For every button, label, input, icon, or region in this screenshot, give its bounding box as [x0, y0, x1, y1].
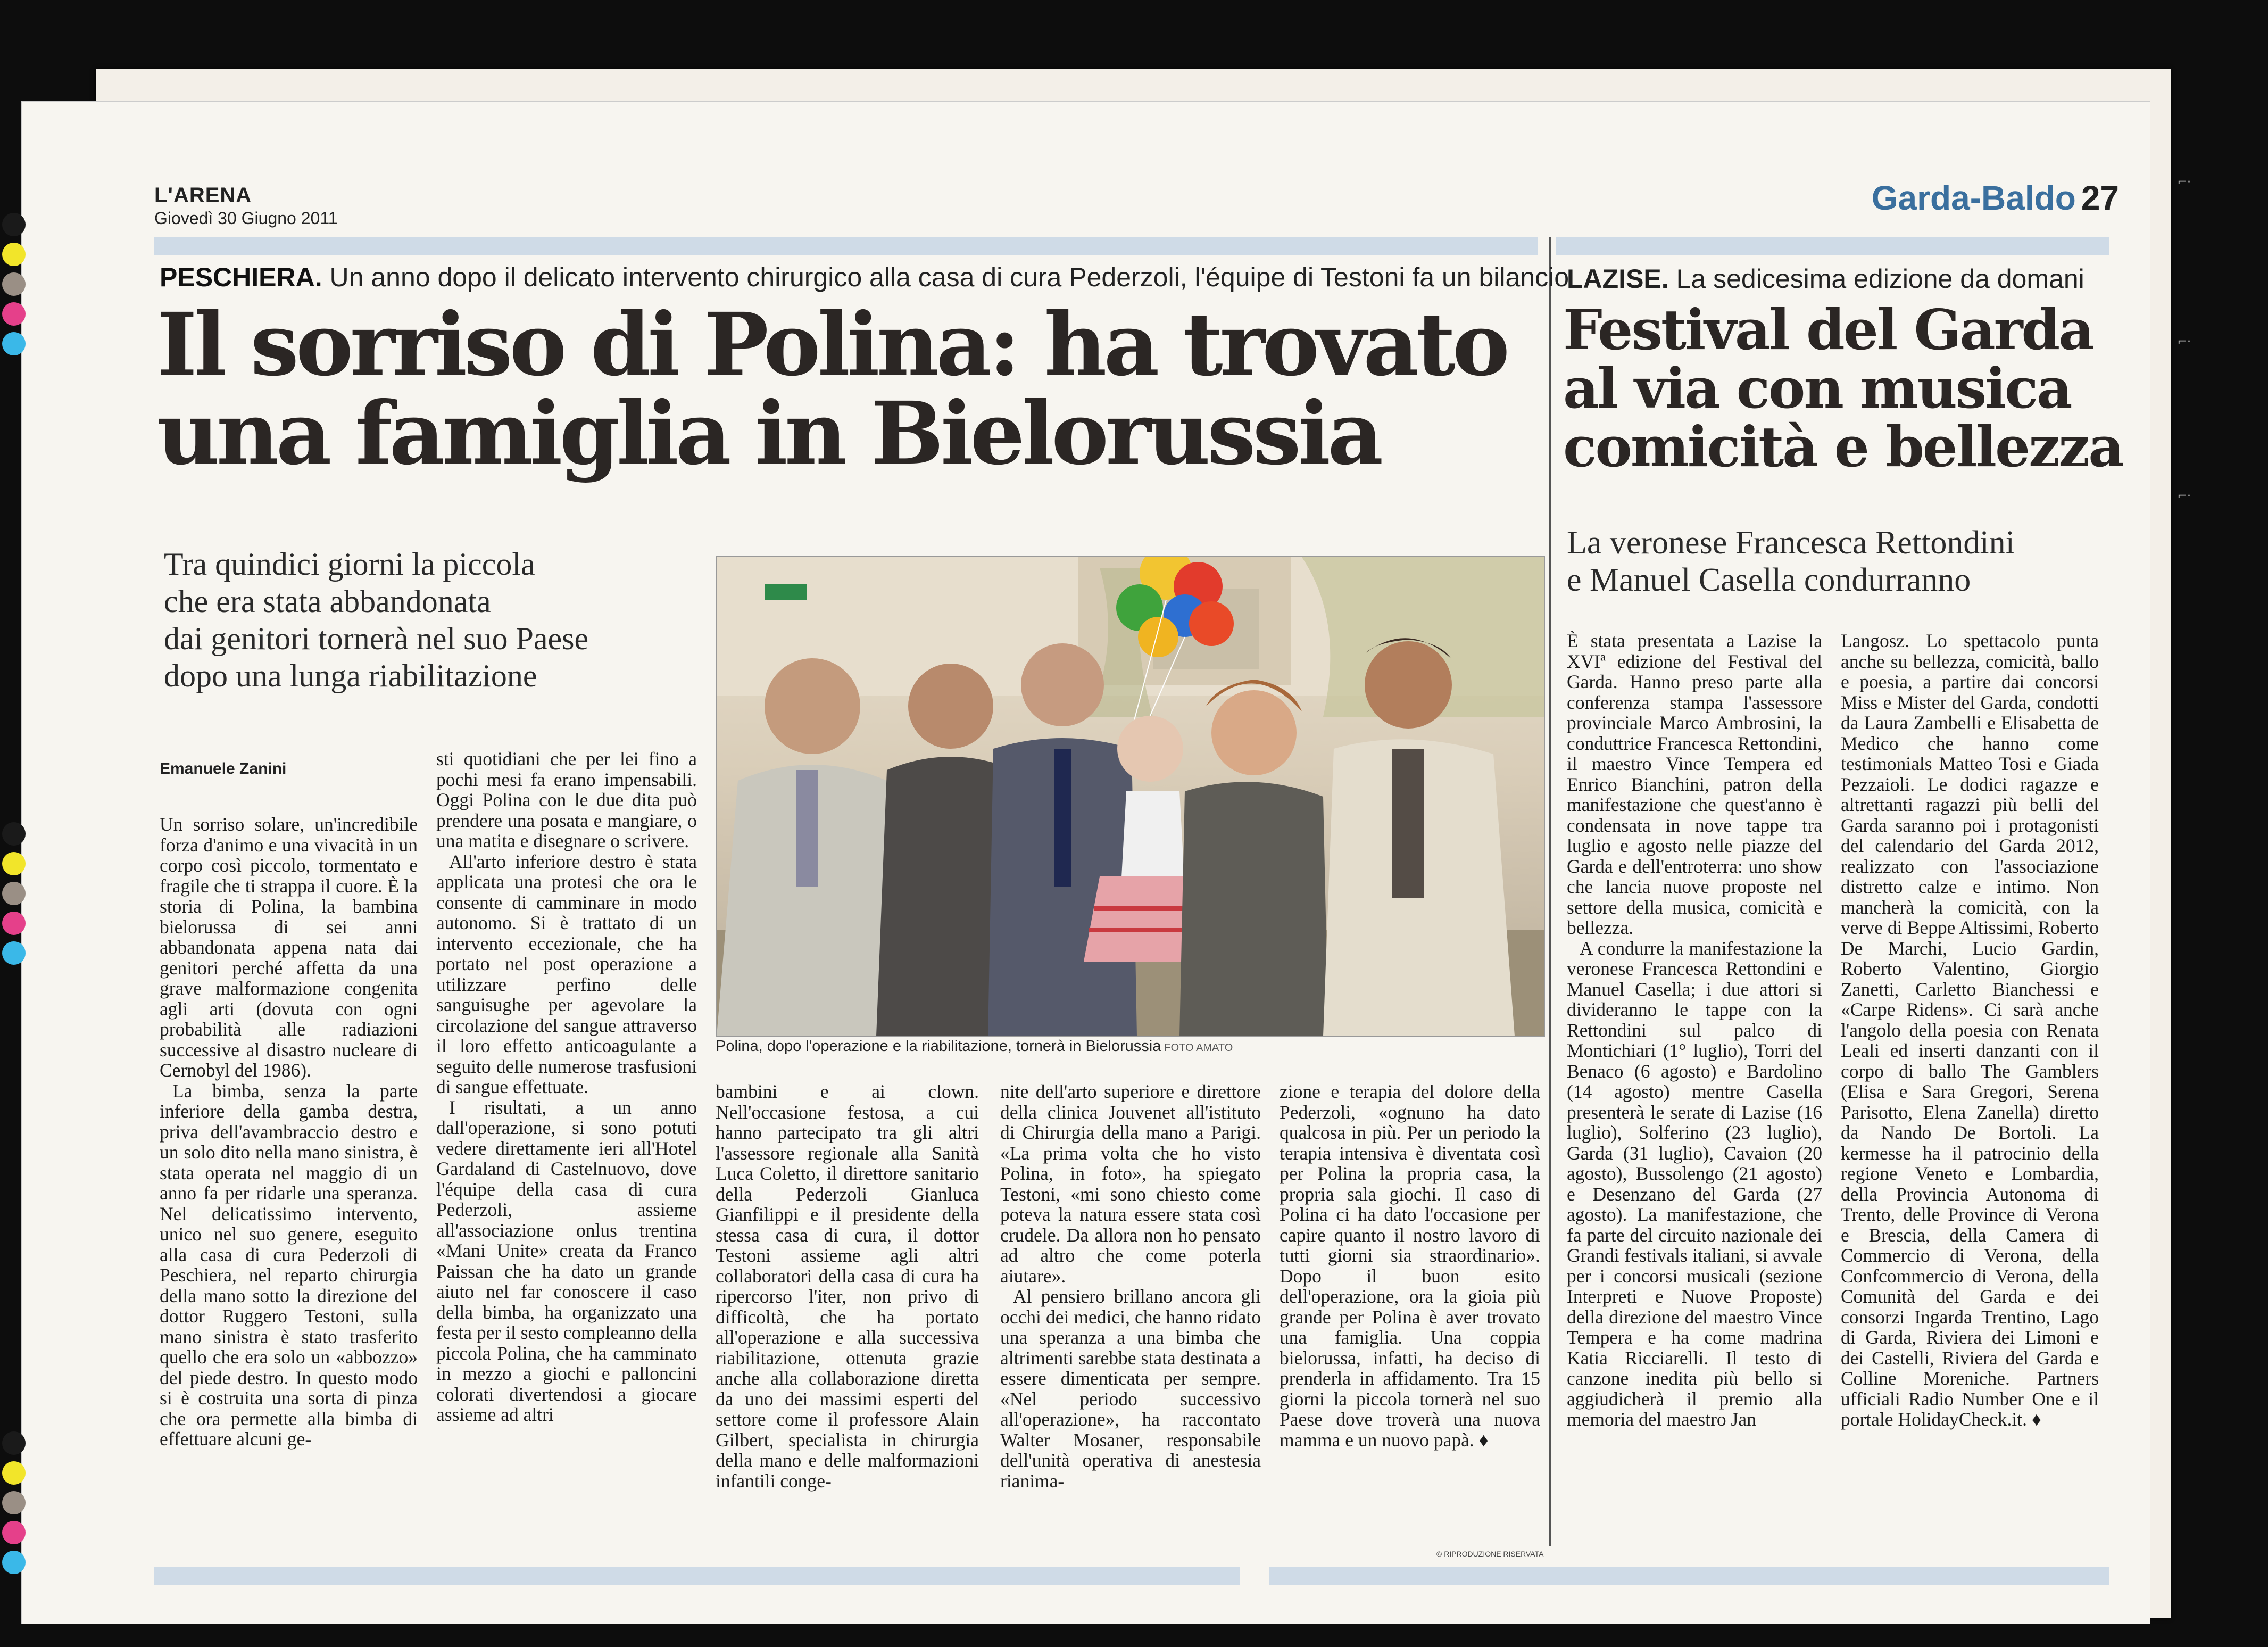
headline-line: una famiglia in Bielorussia — [157, 383, 1381, 484]
section-name: Garda-Baldo — [1871, 179, 2076, 217]
newspaper-name: L'ARENA — [154, 184, 252, 207]
paragraph: All'arto inferiore destro è stata applicata una protesi che ora le consente di camminare in modo autonomo. Si è trattato di un intervento eccezionale, che ha portato nel post operazione a utilizzare perfino delle sanguisughe per agevolare la circolazione del sangue attraverso il loro effetto anticoagulante a seguito delle numerose trasfusioni di sangue effettuate. — [436, 850, 697, 1097]
paragraph: zione e terapia del dolore della Pederzoli, «ognuno ha dato qualcosa in più. Per un periodo la terapia intensiva è diventata così per Polina la propria casa, la propria sala giochi. Il caso di Polina ci ha dato l'occasione per capire quanto il nostro lavoro di tutti giorni sia straordinario». Dopo il buon esito dell'operazione, ora la gioia più grande per Polina è aver trovato una famiglia. Una coppia bielorussa, infatti, ha deciso di prenderla in affidamento. Tra 15 giorni la piccola tornerà nel suo Paese dove troverà una nuova mamma e un nuovo papà. ♦ — [1280, 1081, 1540, 1451]
registration-dots-middle — [2, 822, 28, 971]
subhead-line: che era stata abbandonata — [164, 584, 491, 619]
main-kicker — [160, 262, 1569, 293]
subhead-line: La veronese Francesca Rettondini — [1567, 525, 2015, 561]
margin-mark: ⌐· — [2177, 335, 2191, 349]
paragraph: Un sorriso solare, un'incredibile forza d'animo e una vivacità in un corpo così piccolo, tormentato e fragile che ti strappa il cuore. È la storia di Polina, la bambina bielorussa di sei anni abbandonata appena nata dai genitori perché affetta da una grave malformazione congenita agli arti (dovuta con ogni probabilità alle radiazioni successive al disastro nucleare di Cernobyl del 1986). — [160, 814, 418, 1081]
page-number: 27 — [2081, 179, 2119, 217]
paragraph: La bimba, senza la parte inferiore della gamba destra, priva dell'avambraccio destro e un solo dito nella mano sinistra, è stata operata nel maggio di un anno fa per ridarle una speranza. Nel delicatissimo intervento, unico nel suo genere, eseguito alla casa di cura Pederzoli di Peschiera, nel reparto chirurgia della mano sotto la direzione del dottor Ruggero Testoni, sulla mano sinistra è stato trasferito quello che era solo un «abbozzo» del piede destro. In questo modo si è costruita una sorta di pinza che ora permette alla bimba di effettuare alcuni ge- — [160, 1080, 418, 1450]
margin-mark: ⌐· — [2177, 176, 2191, 189]
party-photo-illustration — [717, 557, 1544, 1036]
paragraph: Al pensiero brillano ancora gli occhi dei medici, che hanno ridato una speranza a una bimba che altrimenti sarebbe stata destinata a essere dimenticata per sempre. «Nel periodo successivo all'operazione», ha raccontato Walter Mosaner, responsabile dell'unità operativa di anestesia rianima- — [1000, 1286, 1261, 1492]
issue-date: Giovedì 30 Giugno 2011 — [154, 209, 338, 228]
paragraph: sti quotidiani che per lei fino a pochi mesi fa erano impensabili. Oggi Polina con le due dita può prendere una posata e mangiare, o una matita e disegnare o scrivere. — [436, 748, 697, 851]
main-column-5 — [1280, 1081, 1540, 1450]
side-kicker-place: LAZISE. — [1567, 264, 1669, 294]
registration-dots-top — [2, 213, 28, 362]
headline-line: Il sorriso di Polina: ha trovato — [157, 294, 1507, 395]
side-subheadline — [1567, 524, 2015, 599]
masthead — [154, 184, 338, 228]
photo-credit: FOTO AMATO — [1164, 1042, 1233, 1054]
paragraph: A condurre la manifestazione la veronese Francesca Rettondini e Manuel Casella; i due attori si divideranno le tappe con la Rettondini sul palco di Montichiari (1° luglio), Torri del Benaco (6 agosto) e Bardolino (14 agosto) mentre Casella presenterà le serate di Lazise (16 luglio), Solferino (23 luglio), Garda (31 luglio), Cavaion (20 agosto), Bussolengo (21 agosto) e Desenzano del Garda (27 agosto). La manifestazione, che fa parte del circuito nazionale dei Grandi festivals italiani, si avvale per i concorsi musicali (sezione Interpreti e Nuove Proposte) della direzione del maestro Vince Tempera e ha come madrina Katia Ricciarelli. Il testo di canzone inedita più bello si aggiudicherà il premio alla memoria del maestro Jan — [1567, 937, 1822, 1430]
main-headline — [157, 294, 1507, 484]
copyright-note: © RIPRODUZIONE RISERVATA — [1436, 1550, 1544, 1558]
margin-mark: ⌐· — [2177, 490, 2191, 503]
subhead-line: Tra quindici giorni la piccola — [164, 547, 535, 582]
side-column-1 — [1567, 631, 1822, 1430]
top-rule-left — [154, 237, 1538, 255]
headline-line: Festival del Garda — [1563, 297, 2093, 362]
column-divider — [1549, 237, 1551, 1546]
caption-text: Polina, dopo l'operazione e la riabilitazione, tornerà in Bielorussia — [716, 1038, 1161, 1055]
main-kicker-text: Un anno dopo il delicato intervento chirurgico alla casa di cura Pederzoli, l'équipe di Testoni fa un bilancio — [329, 262, 1569, 292]
byline: Emanuele Zanini — [160, 760, 287, 777]
side-kicker — [1567, 263, 2084, 294]
bottom-rule-left — [154, 1567, 1240, 1585]
paragraph: È stata presentata a Lazise la XVIª edizione del Festival del Garda. Hanno preso parte alla conferenza stampa l'assessore provinciale Marco Ambrosini, la conduttrice Francesca Rettondini, il maestro Vince Tempera ed Enrico Bianchini, patron della manifestazione che quest'anno è condensata in nove tappe tra luglio e agosto nelle piazze del Garda e dell'entroterra: uno show che lancia nuove proposte nel settore della musica, comicità e bellezza. — [1567, 630, 1822, 938]
main-column-2 — [436, 749, 697, 1425]
paragraph: I risultati, a un anno dall'operazione, si sono potuti vedere direttamente ieri all'Hotel Gardaland di Castelnuovo, dove l'équipe della casa di cura Pederzoli, assieme all'associazione onlus trentina «Mani Unite» creata da Franco Paissan che ha dato un grande aiuto nel far conoscere il caso della bimba, ha organizzato una festa per il sesto compleanno della piccola Polina, che ha camminato in mezzo a giochi e palloncini colorati divertendosi a giocare assieme ad altri — [436, 1096, 697, 1425]
subhead-line: e Manuel Casella condurranno — [1567, 562, 1971, 598]
bottom-rule-right — [1269, 1567, 2109, 1585]
subhead-line: dai genitori tornerà nel suo Paese — [164, 621, 589, 656]
subhead-line: dopo una lunga riabilitazione — [164, 658, 537, 693]
side-column-2 — [1841, 631, 2099, 1430]
side-headline — [1563, 297, 2123, 479]
photo-caption — [716, 1038, 1233, 1055]
side-kicker-text: La sedicesima edizione da domani — [1676, 264, 2084, 294]
main-kicker-place: PESCHIERA. — [160, 262, 322, 292]
paragraph: nite dell'arto superiore e direttore della clinica Jouvenet all'istituto di Chirurgia della mano a Parigi. «La prima volta che ho visto Polina, in foto», ha spiegato Testoni, «mi sono chiesto come poteva la natura essere stata così crudele. Da allora non ho pensato ad altro che come poterla aiutare». — [1000, 1081, 1261, 1287]
paragraph: Langosz. Lo spettacolo punta anche su bellezza, comicità, ballo e poesia, a partire dai concorsi Miss e Mister del Garda, condotti da Laura Zambelli e Elisabetta de Medico che hanno come testimonials Matteo Tosi e Giada Pezzaioli. Le dodici ragazze e altrettanti ragazzi più belli del Garda saranno poi i protagonisti del calendario del Garda 2012, realizzato con l'associazione distretto calze e intimo. Non mancherà la comicità, con la verve di Beppe Altissimi, Roberto De Marchi, Lucio Gardin, Roberto Valentino, Giorgio Zanetti, Carletto Bianchessi e «Carpe Ridens». Ci sarà anche l'angolo della poesia con Renata Leali ed inserti danzanti con il corpo di ballo The Gamblers (Elisa e Sara Gregori, Serena Parisotto, Elena Zanella) diretto da Nando De Bortoli. La kermesse ha il patrocinio della regione Veneto e Lombardia, della Provincia Autonoma di Trento, delle Province di Verona e Brescia, della Camera di Commercio di Verona, della Confcommercio di Verona, della Comunità del Garda e dei consorzi Ingarda Trentino, Lago di Garda, Riviera dei Limoni e dei Castelli, Riviera del Garda e Colline Moreniche. Partners ufficiali Radio Number One e il portale HolidayCheck.it. ♦ — [1841, 630, 2099, 1430]
main-column-3 — [716, 1081, 979, 1491]
headline-line: al via con musica — [1563, 355, 2071, 421]
top-rule-right — [1556, 237, 2109, 255]
section-header — [1872, 178, 2119, 218]
main-column-1 — [160, 814, 418, 1450]
main-column-4 — [1000, 1081, 1261, 1491]
article-photo — [716, 556, 1545, 1037]
main-subheadline — [164, 545, 588, 694]
headline-line: comicità e bellezza — [1563, 414, 2123, 479]
registration-dots-bottom — [2, 1431, 28, 1580]
paragraph: bambini e ai clown. Nell'occasione festosa, a cui hanno partecipato tra gli altri l'assessore regionale alla Sanità Luca Coletto, il direttore sanitario della Pederzoli Gianluca Gianfilippi e il presidente della stessa casa di cura, il dottor Testoni assieme agli altri collaboratori della casa di cura ha ripercorso l'iter, non privo di difficoltà, che ha portato all'operazione e alla successiva riabilitazione, ottenuta grazie anche alla collaborazione diretta da uno dei massimi esperti del settore come il professore Alain Gilbert, specialista in chirurgia della mano e delle malformazioni infantili conge- — [716, 1081, 979, 1492]
